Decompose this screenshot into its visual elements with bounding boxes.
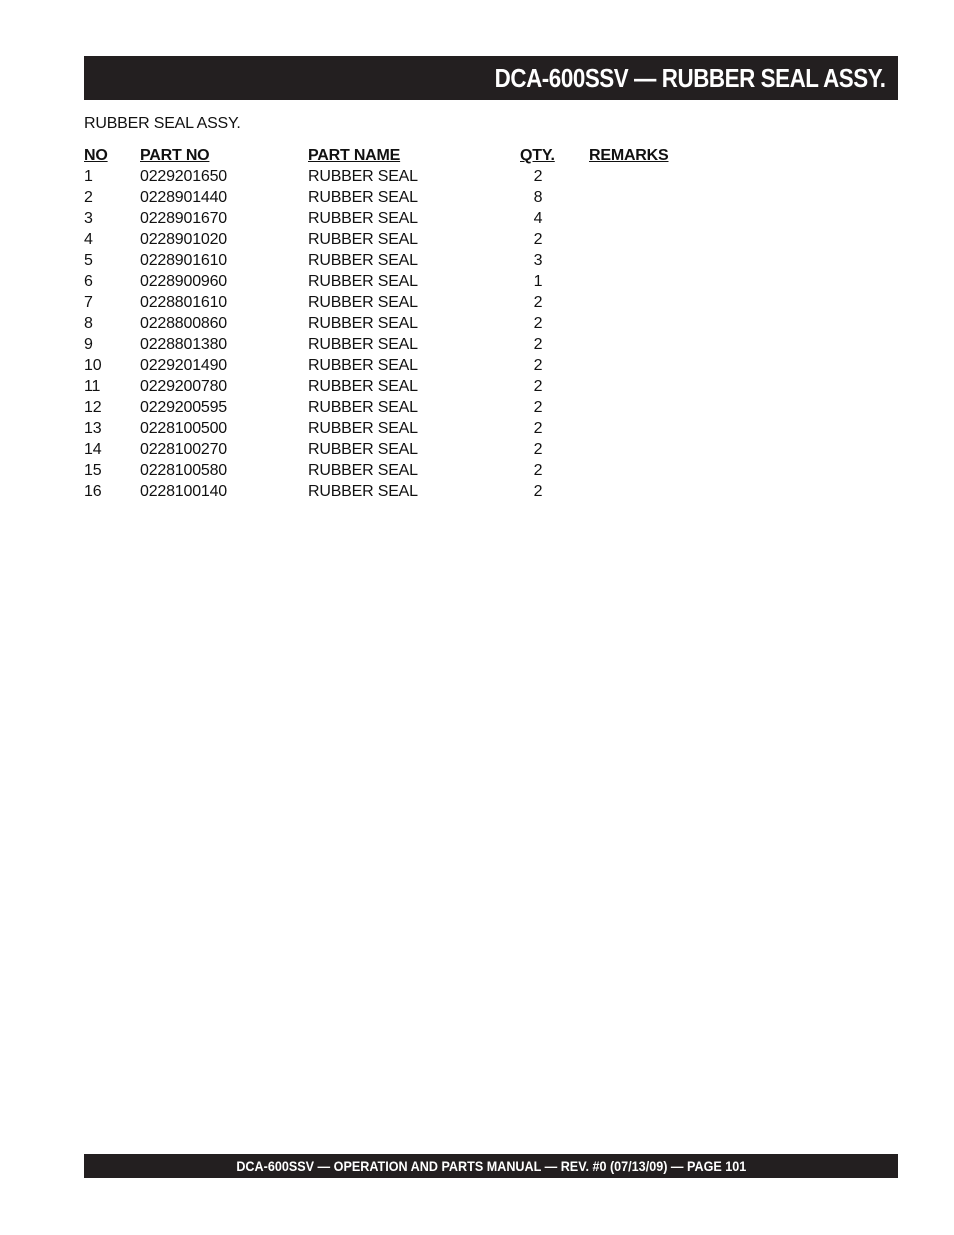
table-row [84,271,689,292]
cell-qty: 1 [533,273,543,290]
cell-no: 11 [84,378,101,395]
cell-no: 13 [84,420,102,437]
cell-part-no: 0228100580 [140,462,227,479]
cell-part-name: RUBBER SEAL [308,210,418,227]
cell-qty: 4 [533,210,543,227]
cell-qty: 2 [533,336,543,353]
cell-remarks [589,229,689,250]
cell-part-no: 0229201650 [140,168,227,185]
table-row [84,334,689,355]
cell-qty: 2 [533,378,543,395]
cell-qty: 2 [533,357,543,374]
table-header-row [84,145,689,166]
cell-remarks [589,376,689,397]
cell-part-no: 0228900960 [140,273,227,290]
footer-bar [84,1154,898,1178]
cell-part-name: RUBBER SEAL [308,231,418,248]
cell-part-name: RUBBER SEAL [308,336,418,353]
cell-no: 16 [84,483,102,500]
cell-part-no: 0229200595 [140,399,227,416]
cell-no: 5 [84,252,93,269]
cell-remarks [589,481,689,502]
cell-part-no: 0228100140 [140,483,227,500]
table-row [84,376,689,397]
cell-part-no: 0228100270 [140,441,227,458]
cell-part-name: RUBBER SEAL [308,315,418,332]
cell-remarks [589,292,689,313]
cell-part-no: 0228801380 [140,336,227,353]
cell-qty: 8 [533,189,543,206]
cell-qty: 2 [533,315,543,332]
cell-qty: 2 [533,462,543,479]
cell-part-no: 0228901610 [140,252,227,269]
cell-part-name: RUBBER SEAL [308,399,418,416]
cell-remarks [589,418,689,439]
cell-remarks [589,460,689,481]
cell-part-name: RUBBER SEAL [308,378,418,395]
cell-no: 7 [84,294,93,311]
cell-qty: 2 [533,420,543,437]
cell-no: 14 [84,441,102,458]
cell-no: 6 [84,273,93,290]
cell-part-no: 0228901670 [140,210,227,227]
cell-part-name: RUBBER SEAL [308,273,418,290]
page-title: DCA-600SSV — RUBBER SEAL ASSY. [495,62,886,93]
table-row [84,250,689,271]
cell-no: 1 [84,168,93,185]
cell-remarks [589,355,689,376]
cell-part-no: 0228800860 [140,315,227,332]
footer-text: DCA-600SSV — OPERATION AND PARTS MANUAL — REV. #0 (07/13/09) — PAGE 101 [236,1158,746,1174]
cell-part-name: RUBBER SEAL [308,252,418,269]
cell-part-name: RUBBER SEAL [308,294,418,311]
cell-part-no: 0229201490 [140,357,227,374]
cell-part-no: 0228801610 [140,294,227,311]
cell-part-name: RUBBER SEAL [308,441,418,458]
column-header-part-no: PART NO [140,147,210,164]
cell-part-name: RUBBER SEAL [308,357,418,374]
cell-remarks [589,208,689,229]
cell-no: 10 [84,357,102,374]
parts-list-body [84,166,689,502]
cell-remarks [589,271,689,292]
cell-part-name: RUBBER SEAL [308,189,418,206]
cell-no: 3 [84,210,93,227]
table-row [84,397,689,418]
cell-qty: 2 [533,483,543,500]
cell-part-name: RUBBER SEAL [308,168,418,185]
cell-part-no: 0228901020 [140,231,227,248]
section-title: RUBBER SEAL ASSY. [84,115,241,132]
table-row [84,418,689,439]
cell-qty: 2 [533,231,543,248]
table-row [84,313,689,334]
column-header-no: NO [84,147,108,164]
cell-part-name: RUBBER SEAL [308,483,418,500]
cell-qty: 2 [533,294,543,311]
cell-part-name: RUBBER SEAL [308,420,418,437]
parts-list-table [84,145,689,502]
cell-no: 15 [84,462,102,479]
table-row [84,292,689,313]
cell-no: 12 [84,399,102,416]
cell-no: 4 [84,231,93,248]
column-header-remarks: REMARKS [589,147,669,164]
cell-remarks [589,439,689,460]
cell-remarks [589,250,689,271]
table-row [84,460,689,481]
cell-no: 8 [84,315,93,332]
table-row [84,187,689,208]
cell-no: 9 [84,336,93,353]
table-row [84,208,689,229]
table-row [84,355,689,376]
cell-remarks [589,334,689,355]
cell-part-no: 0228901440 [140,189,227,206]
table-row [84,481,689,502]
table-row [84,166,689,187]
column-header-qty: QTY. [520,147,555,164]
cell-qty: 2 [533,399,543,416]
table-row [84,229,689,250]
cell-qty: 2 [533,441,543,458]
cell-no: 2 [84,189,93,206]
cell-qty: 2 [533,168,543,185]
cell-qty: 3 [533,252,543,269]
cell-part-no: 0229200780 [140,378,227,395]
cell-remarks [589,397,689,418]
cell-part-no: 0228100500 [140,420,227,437]
cell-remarks [589,166,689,187]
column-header-part-name: PART NAME [308,147,401,164]
table-row [84,439,689,460]
cell-part-name: RUBBER SEAL [308,462,418,479]
page-title-bar [84,56,898,100]
cell-remarks [589,187,689,208]
cell-remarks [589,313,689,334]
